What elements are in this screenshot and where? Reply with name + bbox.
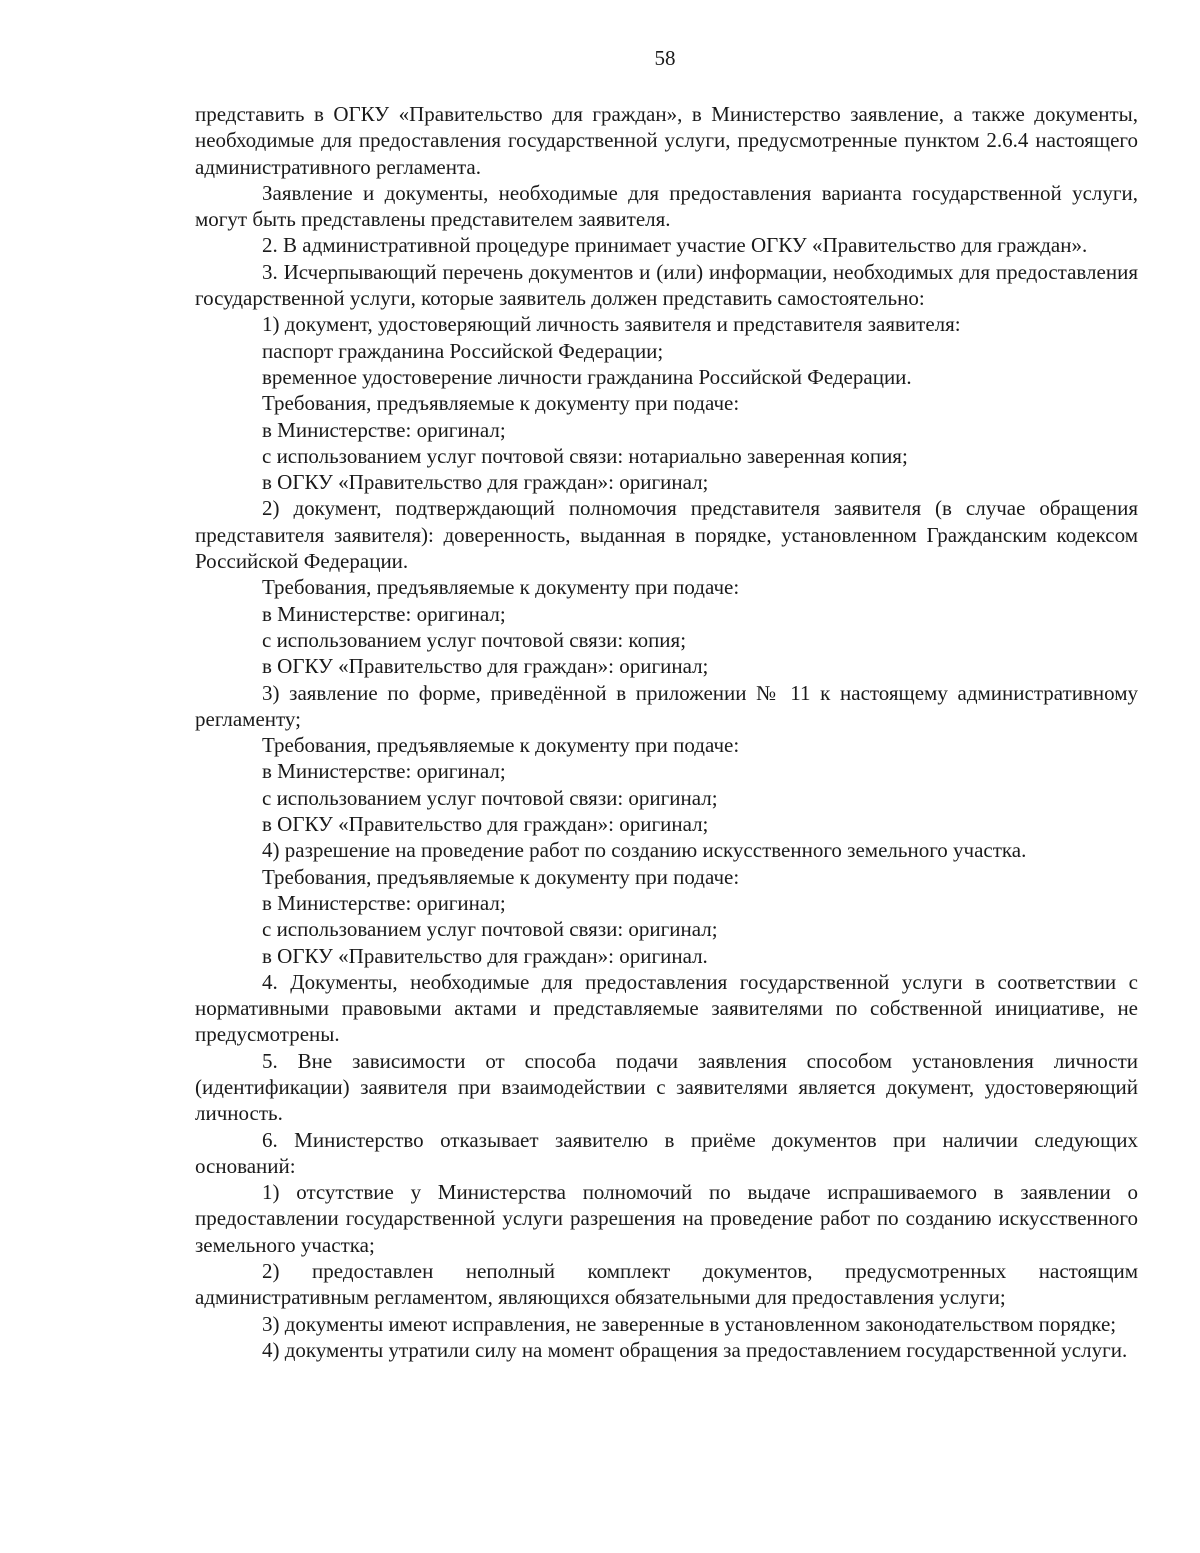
document-body — [195, 101, 1138, 1363]
list-item: Требования, предъявляемые к документу при подаче: — [262, 864, 740, 889]
list-item: 1) документ, удостоверяющий личность заявителя и представителя заявителя: — [262, 312, 961, 337]
paragraph: 2) предоставлен неполный комплект документов, предусмотренных настоящим административным регламентом, являющихся обязательными для предоставления услуги; — [195, 1259, 1138, 1310]
list-item: в ОГКУ «Правительство для граждан»: оригинал; — [262, 812, 709, 837]
paragraph: 4) документы утратили силу на момент обращения за предоставлением государственной услуги. — [262, 1337, 1128, 1362]
list-item: в Министерстве: оригинал; — [262, 759, 506, 784]
paragraph: 2) документ, подтверждающий полномочия представителя заявителя (в случае обращения представителя заявителя): доверенность, выданная в порядке, установленном Гражданским кодексом Российской Федерации. — [195, 496, 1138, 574]
list-item: с использованием услуг почтовой связи: копия; — [262, 627, 687, 652]
list-item: в Министерстве: оригинал; — [262, 601, 506, 626]
paragraph: Заявление и документы, необходимые для предоставления варианта государственной услуги, могут быть представлены представителем заявителя. — [195, 180, 1138, 232]
list-item: 4) разрешение на проведение работ по созданию искусственного земельного участка. — [262, 838, 1027, 863]
list-item: в Министерстве: оригинал; — [262, 890, 506, 915]
paragraph: представить в ОГКУ «Правительство для граждан», в Министерство заявление, а также документы, необходимые для предоставления государственной услуги, предусмотренные пунктом 2.6.4 настоящего административного регламента. — [195, 102, 1138, 179]
paragraph: 6. Министерство отказывает заявителю в приёме документов при наличии следующих оснований: — [195, 1127, 1138, 1178]
list-item: в ОГКУ «Правительство для граждан»: оригинал; — [262, 654, 709, 679]
list-item: временное удостоверение личности гражданина Российской Федерации. — [262, 364, 912, 389]
paragraph: 3. Исчерпывающий перечень документов и (или) информации, необходимых для предоставления государственной услуги, которые заявитель должен представить самостоятельно: — [195, 259, 1138, 311]
list-item: Требования, предъявляемые к документу при подаче: — [262, 391, 740, 416]
list-item: с использованием услуг почтовой связи: оригинал; — [262, 917, 718, 942]
list-item: паспорт гражданина Российской Федерации; — [262, 338, 664, 363]
list-item: Требования, предъявляемые к документу при подаче: — [262, 575, 740, 600]
list-item: с использованием услуг почтовой связи: оригинал; — [262, 785, 718, 810]
list-item: в ОГКУ «Правительство для граждан»: оригинал. — [262, 943, 708, 968]
paragraph: 1) отсутствие у Министерства полномочий по выдаче испрашиваемого в заявлении о предоставлении государственной услуги разрешения на проведение работ по созданию искусственного земельного участка; — [195, 1180, 1138, 1257]
list-item: в Министерстве: оригинал; — [262, 417, 506, 442]
list-item: в ОГКУ «Правительство для граждан»: оригинал; — [262, 470, 709, 495]
paragraph: 3) документы имеют исправления, не заверенные в установленном законодательством порядке; — [262, 1311, 1117, 1336]
paragraph: 4. Документы, необходимые для предоставления государственной услуги в соответствии с нормативными правовыми актами и представляемые заявителями по собственной инициативе, не предусмотрены. — [195, 969, 1138, 1047]
page-number: 58 — [654, 46, 676, 70]
list-item: Требования, предъявляемые к документу при подаче: — [262, 733, 740, 758]
list-item: с использованием услуг почтовой связи: нотариально заверенная копия; — [262, 443, 908, 468]
paragraph: 5. Вне зависимости от способа подачи заявления способом установления личности (идентификации) заявителя при взаимодействии с заявителями является документ, удостоверяющий личность. — [195, 1048, 1138, 1126]
paragraph: 2. В административной процедуре принимает участие ОГКУ «Правительство для граждан». — [262, 233, 1088, 258]
paragraph: 3) заявление по форме, приведённой в приложении № 11 к настоящему административному регламенту; — [195, 680, 1138, 731]
